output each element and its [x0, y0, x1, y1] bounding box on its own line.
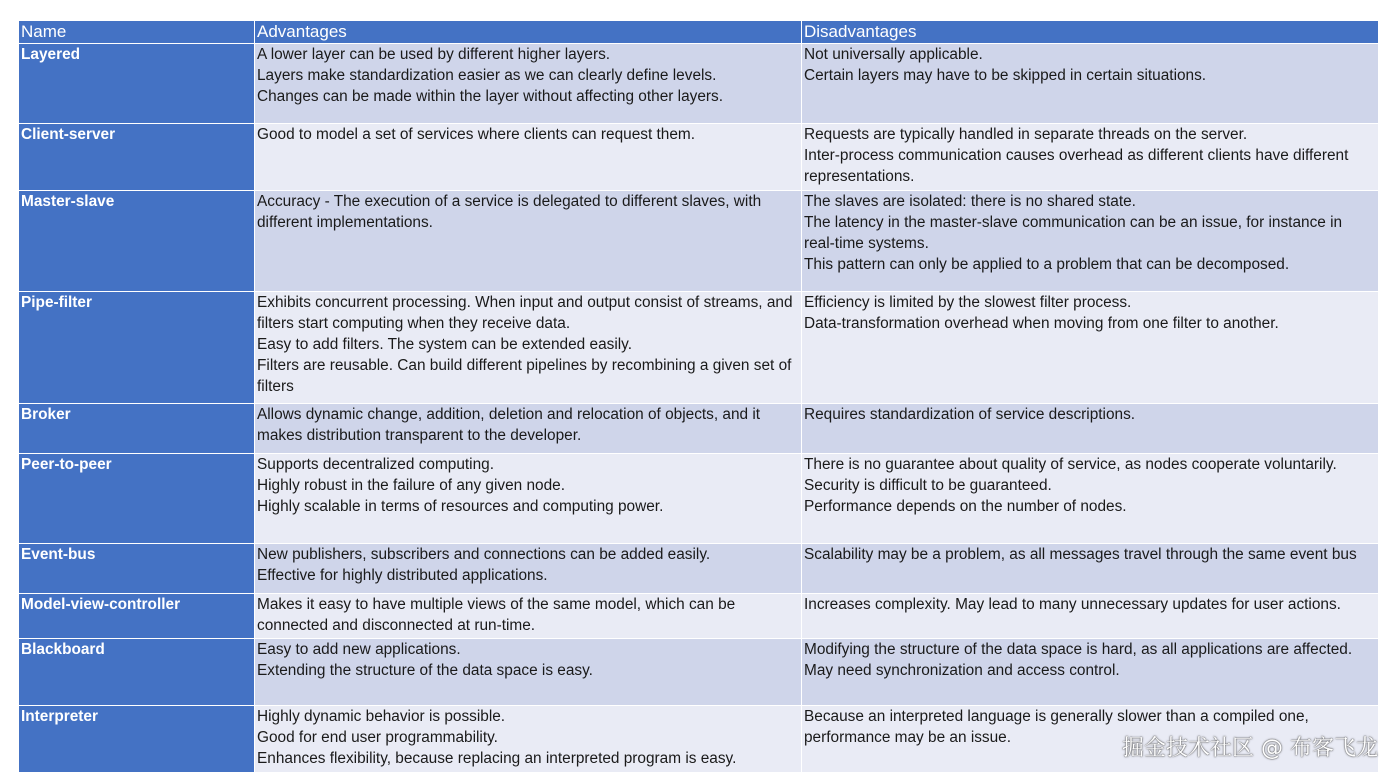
- disadvantage-item: May need synchronization and access control.: [804, 662, 1120, 679]
- disadvantage-item: Requests are typically handled in separate threads on the server.: [804, 126, 1248, 143]
- advantage-item: Filters are reusable. Can build different pipelines by recombining a given set of filters: [257, 357, 792, 395]
- patterns-comparison-table: [18, 20, 1379, 773]
- advantage-item: Supports decentralized computing.: [257, 456, 494, 473]
- pattern-name-cell: Pipe-filter: [19, 292, 255, 404]
- disadvantage-item: There is no guarantee about quality of service, as nodes cooperate voluntarily.: [804, 456, 1337, 473]
- disadvantages-cell: [802, 124, 1379, 191]
- disadvantages-cell: [802, 191, 1379, 292]
- advantage-item: Good to model a set of services where clients can request them.: [257, 126, 695, 143]
- advantage-item: Enhances flexibility, because replacing an interpreted program is easy.: [257, 750, 737, 767]
- table-row: [19, 404, 1379, 454]
- advantages-cell: [255, 292, 802, 404]
- advantage-item: Easy to add filters. The system can be extended easily.: [257, 336, 632, 353]
- advantage-item: New publishers, subscribers and connections can be added easily.: [257, 546, 711, 563]
- pattern-name-cell: Peer-to-peer: [19, 454, 255, 544]
- disadvantage-item: Inter-process communication causes overhead as different clients have different representations.: [804, 147, 1349, 185]
- pattern-name-cell: Event-bus: [19, 544, 255, 594]
- table-row: [19, 454, 1379, 544]
- table-row: [19, 594, 1379, 639]
- pattern-name-cell: Broker: [19, 404, 255, 454]
- disadvantage-item: Efficiency is limited by the slowest filter process.: [804, 294, 1132, 311]
- disadvantage-item: The slaves are isolated: there is no shared state.: [804, 193, 1136, 210]
- disadvantage-item: Certain layers may have to be skipped in certain situations.: [804, 67, 1207, 84]
- advantage-item: Highly robust in the failure of any given node.: [257, 477, 566, 494]
- disadvantage-item: Increases complexity. May lead to many unnecessary updates for user actions.: [804, 596, 1341, 613]
- advantages-cell: [255, 594, 802, 639]
- disadvantage-item: Data-transformation overhead when moving from one filter to another.: [804, 315, 1279, 332]
- header-row: [19, 21, 1379, 44]
- advantage-item: Accuracy - The execution of a service is delegated to different slaves, with different implementations.: [257, 193, 762, 231]
- advantages-cell: [255, 44, 802, 124]
- disadvantage-item: Modifying the structure of the data space is hard, as all applications are affected.: [804, 641, 1353, 658]
- advantage-item: Allows dynamic change, addition, deletion and relocation of objects, and it makes distribution transparent to the developer.: [257, 406, 761, 444]
- pattern-name-cell: Model-view-controller: [19, 594, 255, 639]
- disadvantage-item: Not universally applicable.: [804, 46, 983, 63]
- disadvantage-item: Requires standardization of service descriptions.: [804, 406, 1136, 423]
- advantage-item: Makes it easy to have multiple views of the same model, which can be connected and disconnected at run-time.: [257, 596, 736, 634]
- disadvantages-cell: [802, 404, 1379, 454]
- disadvantage-item: Performance depends on the number of nodes.: [804, 498, 1127, 515]
- advantage-item: Changes can be made within the layer without affecting other layers.: [257, 88, 723, 105]
- advantages-cell: [255, 544, 802, 594]
- table-row: [19, 124, 1379, 191]
- disadvantages-cell: [802, 544, 1379, 594]
- column-header-disadvantages: Disadvantages: [802, 21, 1379, 44]
- advantages-cell: [255, 454, 802, 544]
- pattern-name-cell: Blackboard: [19, 639, 255, 706]
- table-row: [19, 191, 1379, 292]
- advantage-item: Good for end user programmability.: [257, 729, 498, 746]
- pattern-name-cell: Interpreter: [19, 706, 255, 773]
- column-header-name: Name: [19, 21, 255, 44]
- advantage-item: Easy to add new applications.: [257, 641, 461, 658]
- disadvantages-cell: [802, 454, 1379, 544]
- disadvantages-cell: [802, 639, 1379, 706]
- advantages-cell: [255, 706, 802, 773]
- disadvantage-item: Scalability may be a problem, as all messages travel through the same event bus: [804, 546, 1357, 563]
- advantage-item: Highly scalable in terms of resources and computing power.: [257, 498, 664, 515]
- advantages-cell: [255, 404, 802, 454]
- disadvantages-cell: [802, 44, 1379, 124]
- advantages-cell: [255, 639, 802, 706]
- column-header-advantages: Advantages: [255, 21, 802, 44]
- advantage-item: Exhibits concurrent processing. When input and output consist of streams, and filters start computing when they receive data.: [257, 294, 793, 332]
- disadvantage-item: This pattern can only be applied to a problem that can be decomposed.: [804, 256, 1290, 273]
- watermark: 掘金技术社区 @ 布客飞龙: [1122, 736, 1378, 761]
- table-row: [19, 44, 1379, 124]
- pattern-name-cell: Layered: [19, 44, 255, 124]
- table-row: [19, 639, 1379, 706]
- table-row: [19, 544, 1379, 594]
- advantages-cell: [255, 124, 802, 191]
- advantage-item: Extending the structure of the data space is easy.: [257, 662, 593, 679]
- advantage-item: Highly dynamic behavior is possible.: [257, 708, 506, 725]
- disadvantage-item: Security is difficult to be guaranteed.: [804, 477, 1052, 494]
- table-row: [19, 292, 1379, 404]
- disadvantage-item: The latency in the master-slave communication can be an issue, for instance in real-time systems.: [804, 214, 1343, 252]
- disadvantages-cell: [802, 292, 1379, 404]
- advantage-item: Layers make standardization easier as we can clearly define levels.: [257, 67, 717, 84]
- advantage-item: A lower layer can be used by different higher layers.: [257, 46, 611, 63]
- advantage-item: Effective for highly distributed applications.: [257, 567, 548, 584]
- advantages-cell: [255, 191, 802, 292]
- disadvantage-item: Because an interpreted language is generally slower than a compiled one, performance may be an issue.: [804, 708, 1309, 746]
- pattern-name-cell: Master-slave: [19, 191, 255, 292]
- disadvantages-cell: [802, 594, 1379, 639]
- pattern-name-cell: Client-server: [19, 124, 255, 191]
